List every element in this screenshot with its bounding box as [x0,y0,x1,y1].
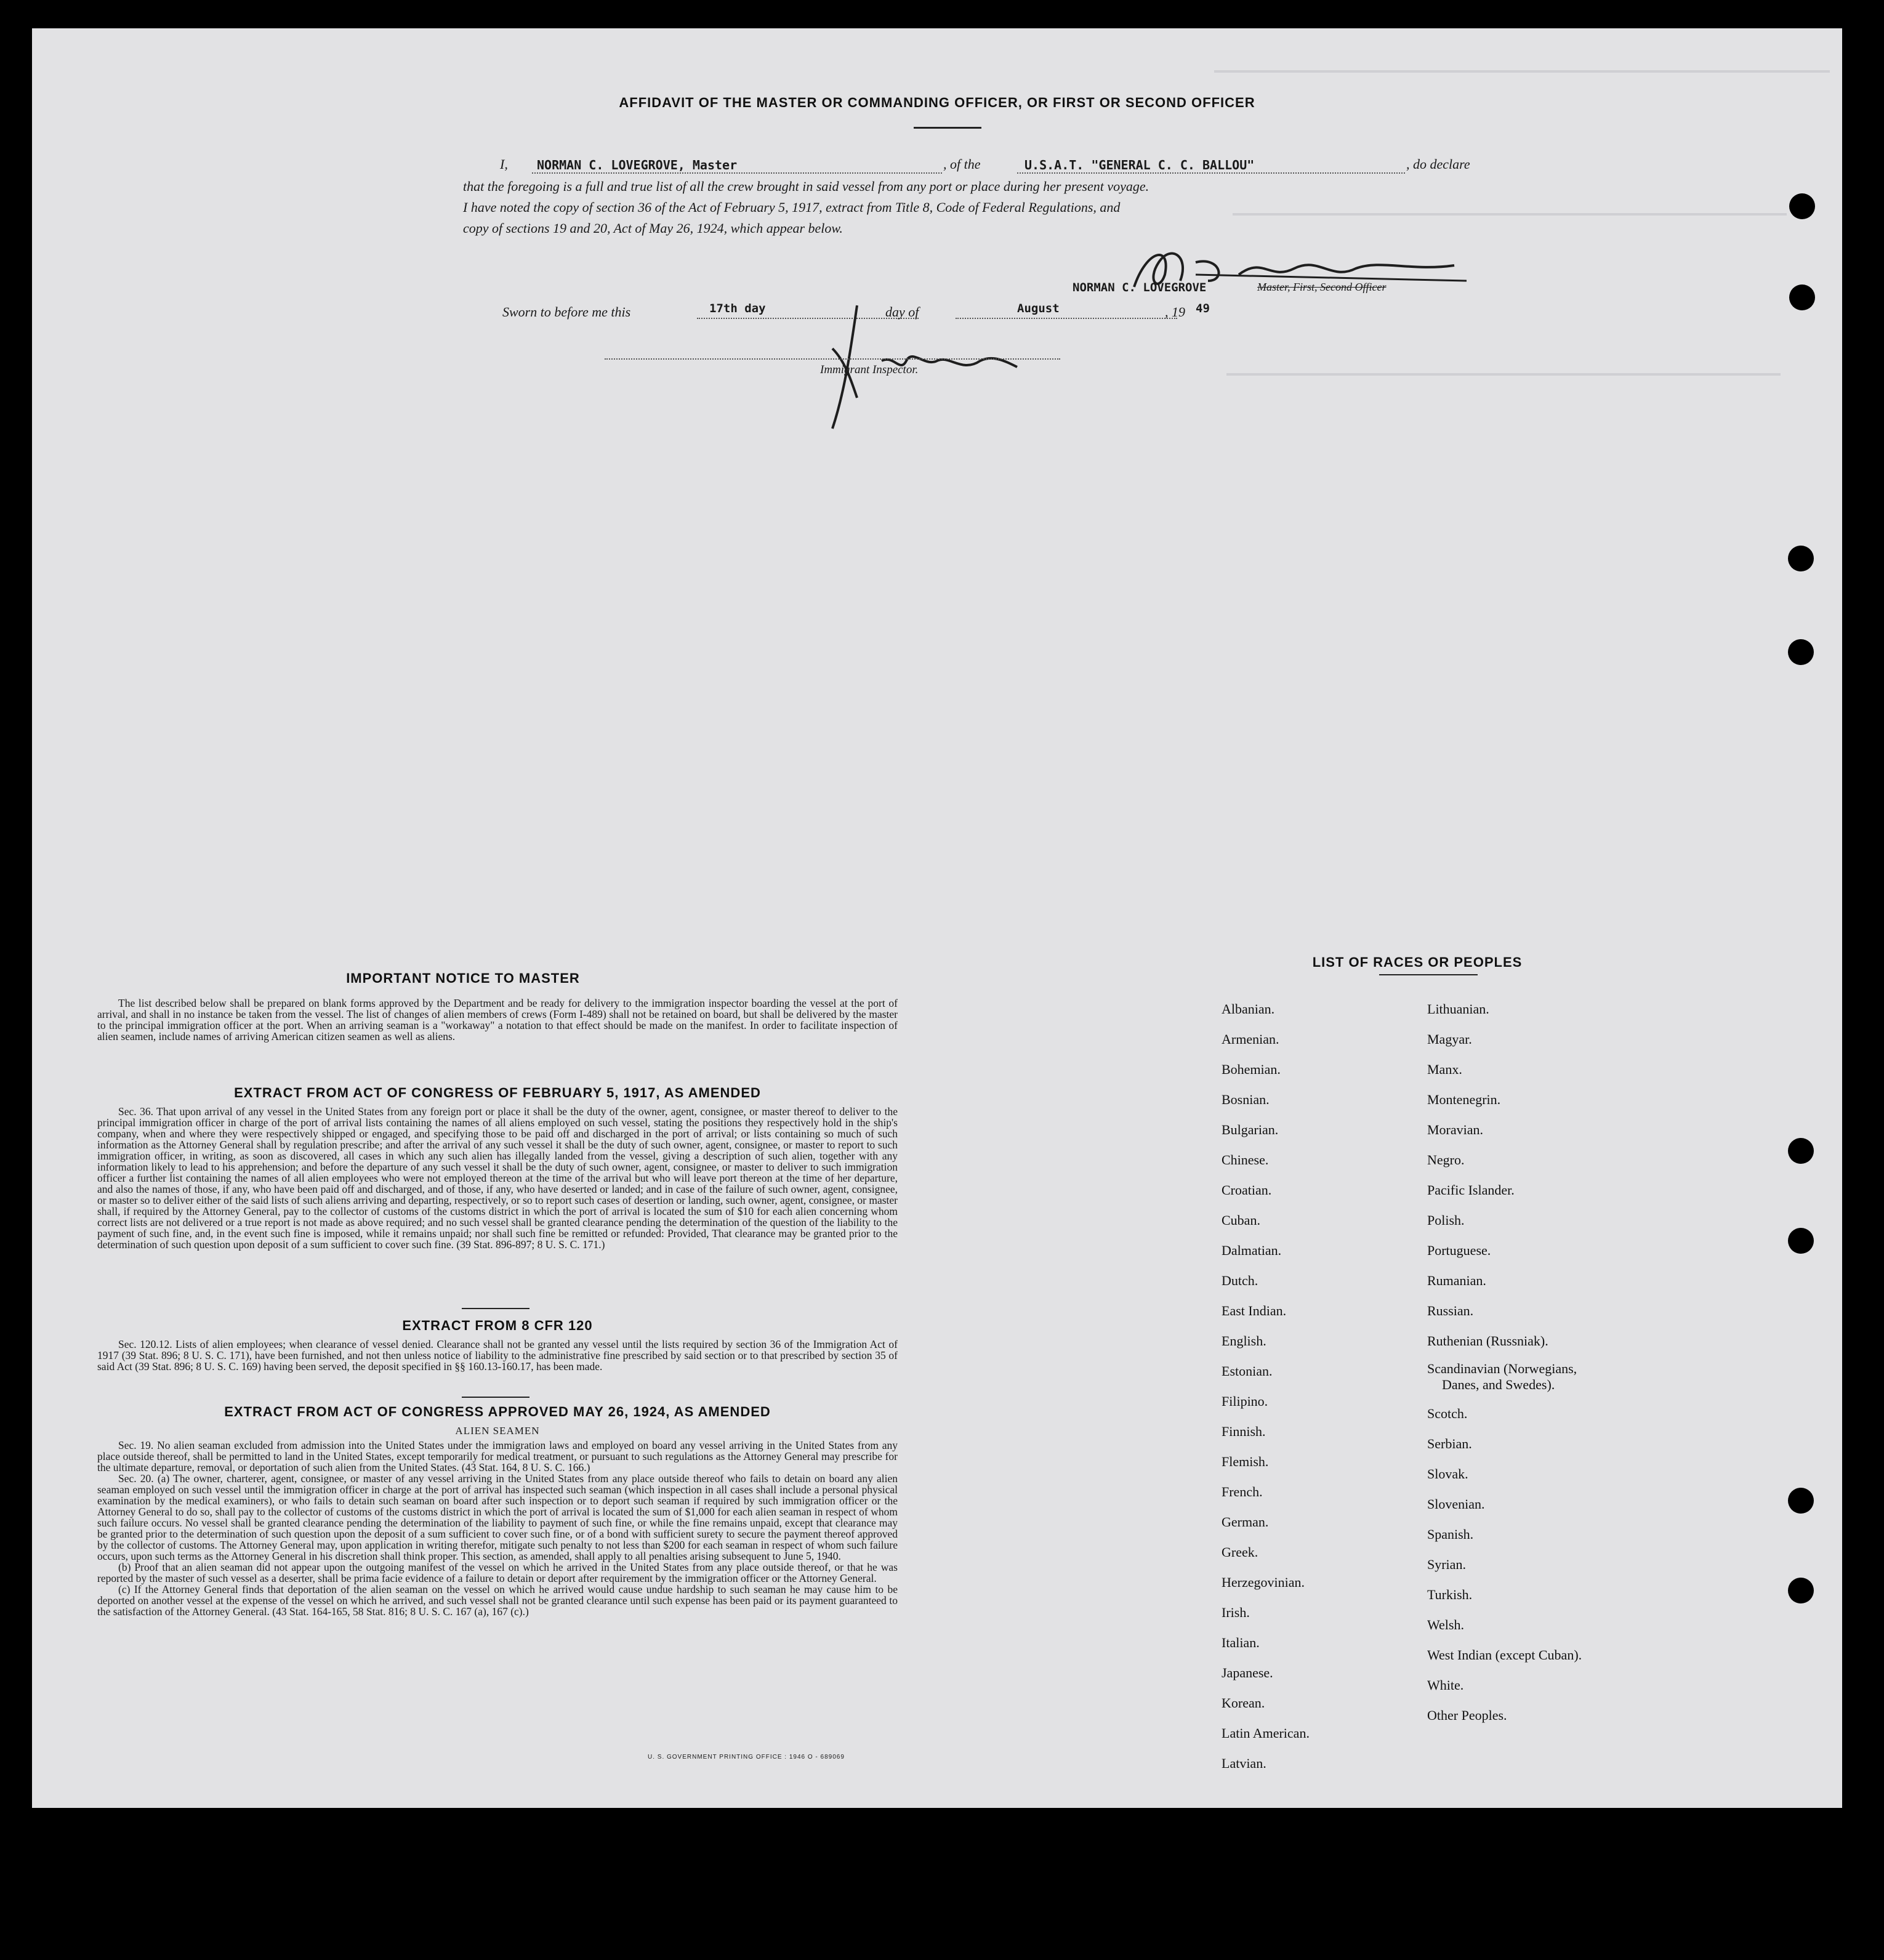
punch-hole-icon [1788,1138,1814,1164]
signature-mark-icon [1122,238,1491,305]
section-divider [462,1308,529,1309]
race-item: Irish. [1222,1605,1250,1620]
extract-cfr-paragraph: Sec. 120.12. Lists of alien employees; when clearance of vessel denied. Clearance shall not be granted any vessel until the lists required by section 36 of the Immigration Act of 1917 (39 Stat. 896; 8 U. S. C. 171), have been furnished, and not then unless notice of liability to the administrative fine prescribed by said section or to that prescribed by section 35 of said Act (39 Stat. 896; 8 U. S. C. 169) having been served, the deposit specified in §§ 160.13-160.17, has been made. [97,1338,898,1373]
race-item: Scandinavian (Norwegians, [1427,1361,1577,1376]
section-divider [462,1397,529,1398]
race-item: Turkish. [1427,1587,1473,1602]
declarant-name: NORMAN C. LOVEGROVE, Master [537,158,738,172]
race-item: Welsh. [1427,1617,1464,1632]
race-item: Herzegovinian. [1222,1575,1305,1590]
extract-cfr-text [97,1339,898,1372]
extract-cfr-title: EXTRACT FROM 8 CFR 120 [402,1318,593,1333]
races-underline [1379,974,1478,975]
race-item: Armenian. [1222,1031,1279,1047]
extract-1917-text [97,1106,898,1250]
race-item: Albanian. [1222,1001,1275,1017]
race-item: Russian. [1427,1303,1474,1318]
printer-imprint: U. S. GOVERNMENT PRINTING OFFICE : 1946 O - 689069 [648,1754,845,1760]
year-prefix: , 19 [1165,304,1185,320]
race-item: Flemish. [1222,1454,1269,1469]
race-item: Other Peoples. [1427,1708,1507,1723]
affidavit-body [463,176,1497,239]
race-item: Greek. [1222,1544,1258,1560]
race-item: Slovak. [1427,1466,1468,1482]
dotted-line [532,172,942,174]
inspector-label: Immigrant Inspector. [820,363,919,376]
inspector-line [605,358,1060,360]
notice-title: IMPORTANT NOTICE TO MASTER [346,970,580,986]
race-item: Cuban. [1222,1212,1260,1228]
race-item: Moravian. [1427,1122,1484,1137]
extract-1917-title: EXTRACT FROM ACT OF CONGRESS OF FEBRUARY 5, 1917, AS AMENDED [234,1085,761,1100]
race-item: Italian. [1222,1635,1260,1650]
day-of-text: day of [885,304,919,320]
sworn-year: 49 [1196,302,1210,315]
affidavit-line: I have noted the copy of section 36 of the Act of February 5, 1917, extract from Title 8, Code of Federal Regulations, and [463,200,1121,215]
race-item: Dalmatian. [1222,1243,1282,1258]
extract-1924-title: EXTRACT FROM ACT OF CONGRESS APPROVED MAY 26, 1924, AS AMENDED [224,1404,771,1419]
do-declare-text: , do declare [1406,156,1470,172]
race-item: English. [1222,1333,1266,1349]
punch-hole-icon [1788,1578,1814,1603]
race-item: Pacific Islander. [1427,1182,1515,1198]
extract-1924-paragraph: (b) Proof that an alien seaman did not appear upon the outgoing manifest of the vessel on which he arrived in the United States from any place outside thereof, or that he was reported by the master of such vessel as a deserter, shall be prima facie evidence of a failure to detain or deport after requirement by the immigration officer or the Attorney General. [97,1561,898,1584]
punch-hole-icon [1788,1488,1814,1514]
signer-name: NORMAN C. LOVEGROVE [1073,281,1207,294]
sworn-month: August [1017,302,1060,315]
notice-paragraph: The list described below shall be prepared on blank forms approved by the Department and be ready for delivery to the immigration inspector boarding the vessel at the port of arrival, and shall in no instance be taken from the vessel. The list of changes of alien members of crews (Form I-489) shall not be retained on board, but shall be delivered by the master to the principal immigration officer at the port. When an arriving seaman is a "workaway" a notation to that effect should be made on the manifest. In order to facilitate inspection of alien seamen, include names of arriving American citizen seamen as well as aliens. [97,997,898,1043]
race-item: White. [1427,1677,1464,1693]
race-item: West Indian (except Cuban). [1427,1647,1582,1663]
of-the-text: , of the [943,156,981,172]
affidavit-title: AFFIDAVIT OF THE MASTER OR COMMANDING OFFICER, OR FIRST OR SECOND OFFICER [619,95,1255,110]
bleed-through [1214,70,1830,73]
bleed-through [1226,373,1781,376]
races-title: LIST OF RACES OR PEOPLES [1312,954,1523,970]
race-item: Magyar. [1427,1031,1472,1047]
race-item: Polish. [1427,1212,1465,1228]
extract-1924-paragraph: Sec. 20. (a) The owner, charterer, agent, consignee, or master of any vessel arriving in the United States from any place outside thereof who fails to detain on board any alien seaman employed on such vessel until the immigration officer in charge at the port of arrival has inspected such seaman (which inspection in all cases shall include a personal physical examination by the medical examiners), or who fails to detain such seaman on board after such inspection or to deport such seaman if required by such immigration officer or the Attorney General to do so, shall pay to the collector of customs of the customs district in which the port of arrival is located the sum of $1,000 for each alien seaman in respect of whom such failure occurs. No vessel shall be granted clearance pending the determination of the liability to payment of such fine, or while the fine remains unpaid, except that clearance may be granted prior to the determination of such question upon the deposit of a sum sufficient to cover such fine, or of a bond with sufficient surety to secure the payment thereof approved by the collector of customs. The Attorney General may, upon application in writing therefor, mitigate such penalty to not less than $200 for each seaman in respect of whom such failure occurs, upon such terms as the Attorney General in his discretion shall think proper. This section, as amended, shall apply to all penalties arising subsequent to June 5, 1940. [97,1472,898,1562]
race-item: German. [1222,1514,1269,1530]
race-item: Chinese. [1222,1152,1269,1168]
affidavit-i: I, [500,156,508,172]
extract-1917-paragraph: Sec. 36. That upon arrival of any vessel in the United States from any foreign port or place it shall be the duty of the owner, agent, consignee, or master thereof to deliver to the principal immigration officer in charge of the port of arrival lists containing the names of all aliens employed on such vessel, stating the positions they respectively hold in the ship's company, when and where they were respectively shipped or engaged, and specifying those to be paid off and discharged in the port of arrival; or lists containing so much of such information as the Attorney General shall by regulation prescribe; and after the arrival of any such vessel it shall be the duty of such owner, agent, consignee, or master to report to such immigration officer, in writing, as soon as discovered, all cases in which any such alien has illegally landed from the vessel, giving a description of such alien, together with any information likely to lead to his apprehension; and before the departure of any such vessel it shall be the duty of such owner, agent, consignee, or master to deliver to such immigration officer a further list containing the names of all alien employees who were not employed thereon at the time of the arrival but who will leave port thereon at the time of her departure, and also the names of those, if any, who have been paid off and discharged, and of those, if any, who have deserted or landed; and in case of the failure of such owner, agent, consignee, or master so to deliver either of the said lists of such aliens arriving and departing, respectively, or so to report such cases of desertion or landing, such owner, agent, consignee, or master shall, if required by the Attorney General, pay to the collector of customs of the customs district in which the port of arrival is located the sum of $10 for each alien concerning whom correct lists are not delivered or a true report is not made as above required; and no such vessel shall be granted clearance pending the determination of the question of the liability to the payment of such fine, and, in the event such fine is imposed, while it remains unpaid; nor shall such fine be remitted or refunded: Provided, That clearance may be granted prior to the determination of such question upon deposit of a sum sufficient to cover such fine. (39 Stat. 896-897; 8 U. S. C. 171.) [97,1105,898,1251]
race-item: Ruthenian (Russniak). [1427,1333,1548,1349]
punch-hole-icon [1789,284,1815,310]
punch-hole-icon [1789,193,1815,219]
race-item: Serbian. [1427,1436,1472,1451]
race-item: Estonian. [1222,1363,1273,1379]
race-item: Spanish. [1427,1526,1474,1542]
race-item: Filipino. [1222,1393,1268,1409]
affidavit-line: that the foregoing is a full and true list of all the crew brought in said vessel from any port or place during her present voyage. [463,179,1149,194]
race-item: Slovenian. [1427,1496,1485,1512]
race-item: Lithuanian. [1427,1001,1489,1017]
title-underline [914,127,981,129]
race-item: Bulgarian. [1222,1122,1279,1137]
race-item: Bosnian. [1222,1092,1270,1107]
extract-1924-text [97,1440,898,1617]
race-item: Japanese. [1222,1665,1273,1680]
race-item: Portuguese. [1427,1243,1491,1258]
race-item: Latin American. [1222,1725,1310,1741]
notice-text [97,998,898,1042]
race-item: Korean. [1222,1695,1265,1711]
race-item: Finnish. [1222,1424,1266,1439]
extract-1924-paragraph: Sec. 19. No alien seaman excluded from admission into the United States under the immigration laws and employed on board any vessel arriving in the United States from any place outside thereof, shall be permitted to land in the United States, except temporarily for medical treatment, or pursuant to such regulations as the Attorney General may prescribe for the ultimate departure, removal, or deportation of such alien from the United States. (43 Stat. 164, 8 U. S. C. 166.) [97,1439,898,1474]
race-item: Scotch. [1427,1406,1468,1421]
punch-hole-icon [1788,1228,1814,1254]
extract-1924-paragraph: (c) If the Attorney General finds that deportation of the alien seaman on the vessel on which he arrived would cause undue hardship to such seaman he may cause him to be deported on another vessel at the expense of the vessel on which he arrived, and such vessel shall not be granted clearance until such expense has been paid or its payment guaranteed to the satisfaction of the Attorney General. (43 Stat. 164-165, 58 Stat. 816; 8 U. S. C. 167 (a), 167 (c).) [97,1583,898,1618]
race-item: Dutch. [1222,1273,1258,1288]
punch-hole-icon [1788,546,1814,571]
race-item: Montenegrin. [1427,1092,1501,1107]
vessel-name: U.S.A.T. "GENERAL C. C. BALLOU" [1025,158,1255,172]
race-item: Danes, and Swedes). [1442,1377,1555,1392]
race-item: Bohemian. [1222,1062,1281,1077]
alien-seamen-subtitle: ALIEN SEAMEN [455,1425,540,1437]
punch-hole-icon [1788,639,1814,665]
race-item: Manx. [1427,1062,1462,1077]
sworn-prefix: Sworn to before me this [502,304,631,320]
race-item: French. [1222,1484,1263,1499]
race-item: Syrian. [1427,1557,1466,1572]
race-item: Rumanian. [1427,1273,1486,1288]
sworn-day: 17th day [709,302,766,315]
signer-title: Master, First, Second Officer [1257,281,1387,293]
document-sheet [32,28,1842,1808]
dotted-line [1017,172,1405,174]
affidavit-line: copy of sections 19 and 20, Act of May 26, 1924, which appear below. [463,220,843,236]
race-item: Latvian. [1222,1756,1266,1771]
race-item: Negro. [1427,1152,1465,1168]
race-item: Croatian. [1222,1182,1272,1198]
race-item: East Indian. [1222,1303,1287,1318]
